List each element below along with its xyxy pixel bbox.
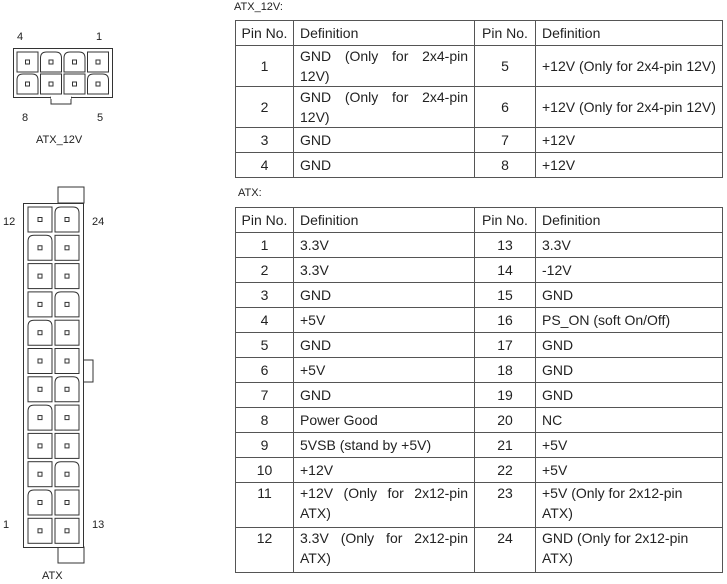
atx-connector-label: ATX (42, 570, 63, 582)
pin-number-cell: 4 (236, 153, 294, 178)
pin-contact (38, 501, 42, 505)
definition-cell: +5V (294, 358, 475, 383)
pin-number-cell: 5 (475, 46, 536, 87)
header-definition: Definition (536, 208, 723, 233)
pin-contact (65, 274, 69, 278)
pin-contact (73, 82, 77, 86)
table-row (236, 408, 723, 433)
definition-cell: -12V (536, 258, 723, 283)
pin-number-cell: 19 (475, 383, 536, 408)
pin-number-cell: 15 (475, 283, 536, 308)
table-row (236, 308, 723, 333)
definition-cell: +5V (294, 308, 475, 333)
pin-contact (38, 331, 42, 335)
table-row (236, 333, 723, 358)
table-row (236, 258, 723, 283)
definition-cell: 3.3V (Only for 2x12-pin ATX) (294, 528, 475, 573)
pin-contact (49, 60, 53, 64)
table-row (236, 383, 723, 408)
pin-number-cell: 22 (475, 458, 536, 483)
pin-contact (65, 444, 69, 448)
definition-cell: GND (536, 383, 723, 408)
pin-number-cell: 16 (475, 308, 536, 333)
pin-number-cell: 2 (236, 87, 294, 128)
pin-number-cell: 2 (236, 258, 294, 283)
definition-cell: GND (294, 333, 475, 358)
atx12v-connector-label: ATX_12V (36, 134, 83, 146)
pin-number-cell: 9 (236, 433, 294, 458)
table-row (236, 458, 723, 483)
definition-cell: +12V (Only for 2x4-pin 12V) (536, 87, 723, 128)
definition-cell: 3.3V (294, 258, 475, 283)
definition-cell: Power Good (294, 408, 475, 433)
pin-contact (38, 246, 42, 250)
definition-cell: +12V (536, 128, 723, 153)
definition-cell: GND (536, 358, 723, 383)
header-pin-no: Pin No. (236, 208, 294, 233)
table-row (236, 128, 723, 153)
pin-contact (38, 218, 42, 222)
pin-contact (38, 359, 42, 363)
atx-connector-diagram (20, 185, 96, 567)
pin-number-cell: 3 (236, 128, 294, 153)
header-pin-no: Pin No. (475, 21, 536, 46)
table-row (236, 358, 723, 383)
atx-pin-label-bottom-right: 13 (92, 519, 105, 531)
pin-number-cell: 8 (475, 153, 536, 178)
table-header-row (236, 21, 723, 46)
pin-contact (26, 82, 30, 86)
pin-contact (65, 302, 69, 306)
pin-number-cell: 18 (475, 358, 536, 383)
pin-number-cell: 11 (236, 483, 294, 528)
atx-pin-label-top-right: 24 (92, 216, 105, 228)
pin-contact (38, 444, 42, 448)
definition-cell: GND (Only for 2x4-pin 12V) (294, 46, 475, 87)
definition-cell: +5V (536, 458, 723, 483)
table-row (236, 433, 723, 458)
pin-contact (38, 274, 42, 278)
pin-contact (26, 60, 30, 64)
table-row (236, 483, 723, 528)
definition-cell: +12V (Only for 2x12-pin ATX) (294, 483, 475, 528)
pin-number-cell: 20 (475, 408, 536, 433)
atx12v-pin-table (235, 20, 723, 178)
definition-cell: GND (294, 128, 475, 153)
pin-number-cell: 12 (236, 528, 294, 573)
atx12v-connector-diagram (13, 48, 113, 106)
pin-contact (49, 82, 53, 86)
atx-pin-label-top-left: 12 (3, 216, 16, 228)
definition-cell: +5V (536, 433, 723, 458)
atx12v-pin-label-top-right: 1 (96, 31, 103, 43)
atx-pin-label-bottom-left: 1 (3, 519, 10, 531)
pin-number-cell: 7 (475, 128, 536, 153)
pin-number-cell: 5 (236, 333, 294, 358)
table-header-row (236, 208, 723, 233)
definition-cell: GND (536, 333, 723, 358)
atx-pin-table (235, 207, 723, 573)
pin-number-cell: 7 (236, 383, 294, 408)
atx12v-table-caption: ATX_12V: (234, 1, 283, 13)
pin-number-cell: 6 (236, 358, 294, 383)
definition-cell: GND (294, 153, 475, 178)
pin-number-cell: 8 (236, 408, 294, 433)
definition-cell: NC (536, 408, 723, 433)
definition-cell: 5VSB (stand by +5V) (294, 433, 475, 458)
header-definition: Definition (536, 21, 723, 46)
pin-contact (38, 416, 42, 420)
pin-contact (38, 302, 42, 306)
pin-number-cell: 14 (475, 258, 536, 283)
pin-contact (65, 246, 69, 250)
header-definition: Definition (294, 208, 475, 233)
definition-cell: GND (Only for 2x12-pin ATX) (536, 528, 723, 573)
pin-number-cell: 21 (475, 433, 536, 458)
pin-contact (38, 472, 42, 476)
pin-number-cell: 1 (236, 46, 294, 87)
table-row (236, 87, 723, 128)
header-pin-no: Pin No. (475, 208, 536, 233)
header-definition: Definition (294, 21, 475, 46)
pin-contact (38, 529, 42, 533)
pin-number-cell: 6 (475, 87, 536, 128)
atx-table-caption: ATX: (238, 187, 262, 199)
pin-contact (65, 501, 69, 505)
pin-contact (65, 529, 69, 533)
pin-number-cell: 23 (475, 483, 536, 528)
pin-contact (96, 60, 100, 64)
pin-number-cell: 17 (475, 333, 536, 358)
pin-number-cell: 13 (475, 233, 536, 258)
pin-contact (65, 416, 69, 420)
pin-contact (65, 331, 69, 335)
atx12v-pin-label-bottom-left: 8 (22, 112, 29, 124)
definition-cell: +12V (Only for 2x4-pin 12V) (536, 46, 723, 87)
pin-number-cell: 10 (236, 458, 294, 483)
definition-cell: 3.3V (536, 233, 723, 258)
table-row (236, 528, 723, 573)
table-row (236, 46, 723, 87)
table-row (236, 153, 723, 178)
pin-number-cell: 24 (475, 528, 536, 573)
definition-cell: GND (294, 283, 475, 308)
pin-contact (65, 359, 69, 363)
pin-number-cell: 3 (236, 283, 294, 308)
pin-contact (96, 82, 100, 86)
table-row (236, 283, 723, 308)
atx12v-pin-label-top-left: 4 (17, 31, 24, 43)
definition-cell: 3.3V (294, 233, 475, 258)
pin-number-cell: 4 (236, 308, 294, 333)
header-pin-no: Pin No. (236, 21, 294, 46)
definition-cell: +12V (536, 153, 723, 178)
pin-contact (65, 218, 69, 222)
atx12v-pin-label-bottom-right: 5 (97, 112, 104, 124)
table-row (236, 233, 723, 258)
pin-number-cell: 1 (236, 233, 294, 258)
definition-cell: +5V (Only for 2x12-pin ATX) (536, 483, 723, 528)
definition-cell: GND (536, 283, 723, 308)
definition-cell: +12V (294, 458, 475, 483)
pin-contact (65, 387, 69, 391)
definition-cell: GND (294, 383, 475, 408)
pin-contact (38, 387, 42, 391)
definition-cell: PS_ON (soft On/Off) (536, 308, 723, 333)
pin-contact (65, 472, 69, 476)
definition-cell: GND (Only for 2x4-pin 12V) (294, 87, 475, 128)
pin-contact (73, 60, 77, 64)
